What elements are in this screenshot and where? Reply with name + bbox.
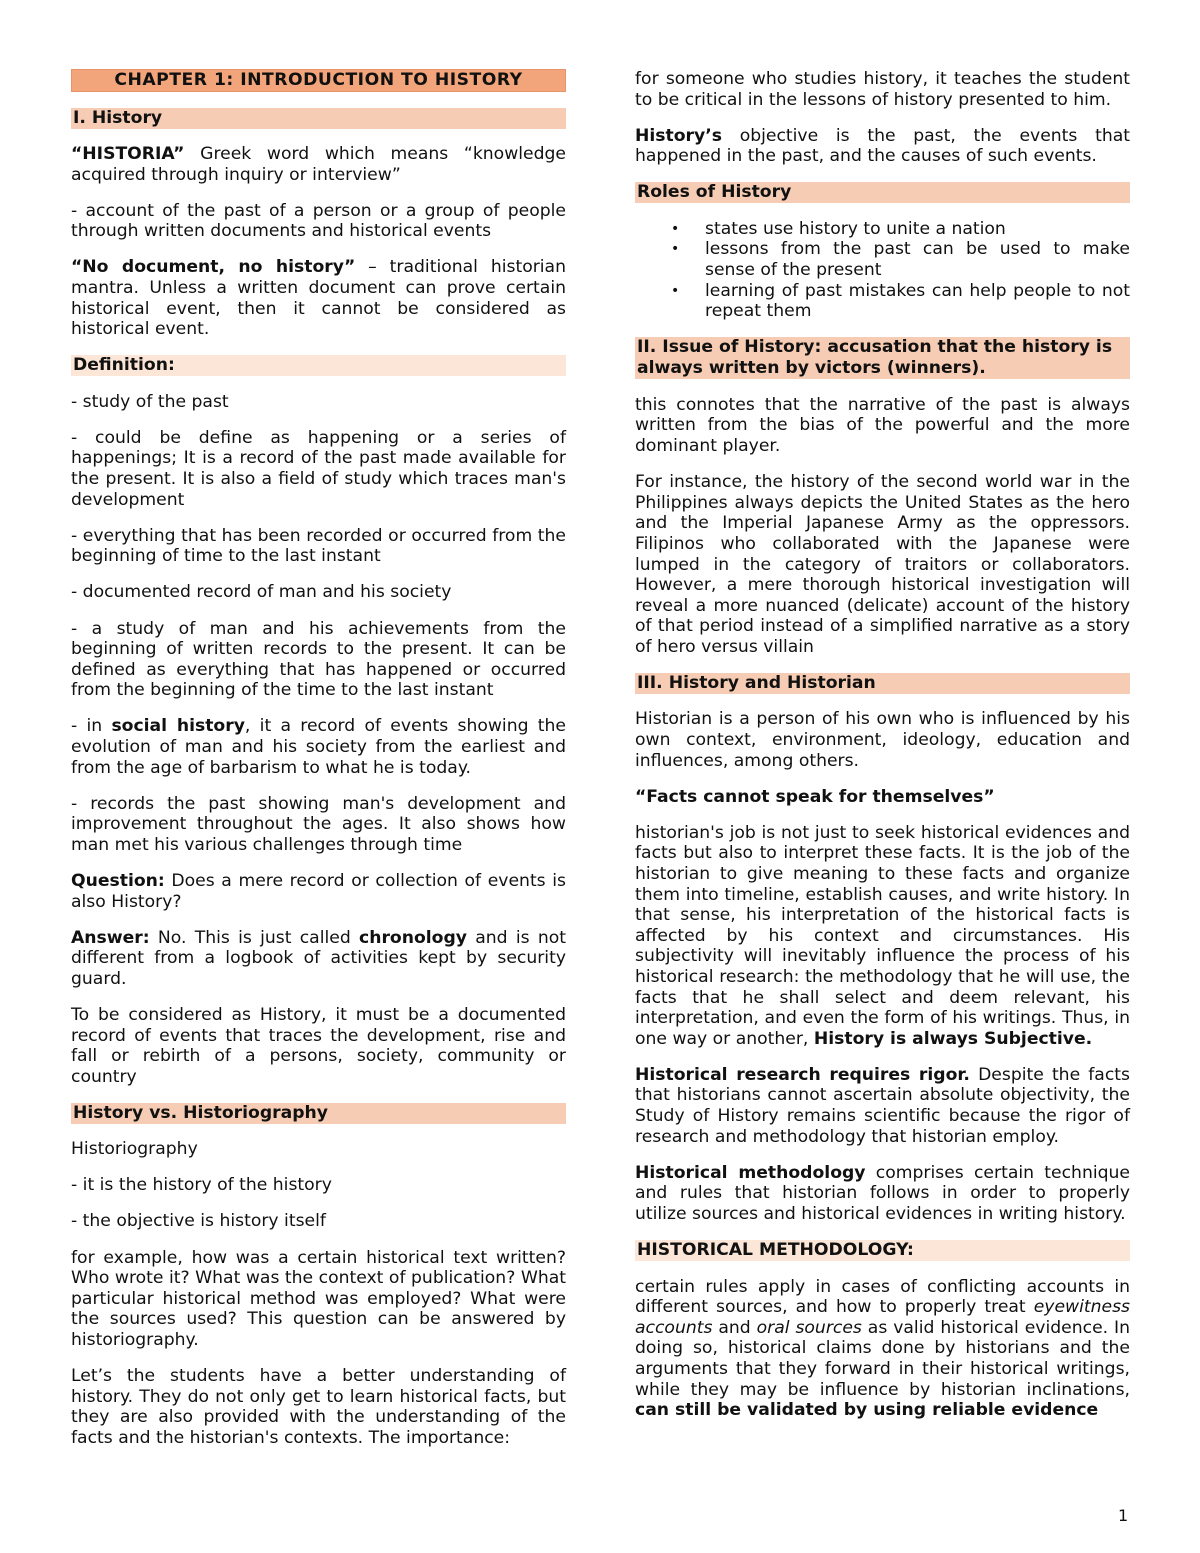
- example-paragraph: for example, how was a certain historical text written? Who wrote it? What was the context of publication? What particular historical method was employed? What were the sources used? This question can be answered by historiography.: [71, 1247, 566, 1350]
- oral-sources-term: oral sources: [756, 1317, 862, 1338]
- objective-text: objective is the past, the events that happened in the past, and the causes of such events.: [635, 125, 1130, 167]
- facts-quote: [635, 787, 1130, 808]
- section-heading-historical-methodology: HISTORICAL METHODOLOGY:: [635, 1240, 1130, 1261]
- question-text: Does a mere record or collection of events is also History?: [71, 870, 566, 912]
- historia-definition: Greek word which means “knowledge acquired through inquiry or interview”: [71, 144, 566, 185]
- question-label: Question:: [71, 870, 165, 891]
- subjective-statement: History is always Subjective.: [813, 1028, 1093, 1049]
- rigor-term: Historical research requires rigor.: [635, 1064, 970, 1085]
- definition-text: , it a record of events showing the evolution of man and his society from the earliest and from the age of barbarism to what he is today.: [71, 716, 566, 778]
- historiography-item: - the objective is history itself: [71, 1211, 326, 1232]
- methodology-term: Historical methodology: [635, 1162, 866, 1183]
- chronology-term: chronology: [359, 927, 467, 948]
- historiography-item: - it is the history of the history: [71, 1175, 332, 1196]
- definition-text: - in: [71, 716, 112, 737]
- considered-paragraph: To be considered as History, it must be a documented record of events that traces the development, rise and fall or rebirth of a persons, society, community or country: [71, 1004, 566, 1087]
- answer-text: No. This is just called: [149, 927, 360, 948]
- section-heading-roles: Roles of History: [635, 182, 1130, 203]
- rules-text: as valid historical evidence. In doing so, historical claims done by historians and the arguments that they forward in their historical writings, while they may be influence by historian inclinations,: [635, 1317, 1131, 1400]
- list-item: • lessons from the past can be used to make sense of the present: [705, 239, 1130, 280]
- validation-statement: can still be validated by using reliable evidence: [635, 1400, 1099, 1421]
- definition-item: - everything that has been recorded or occurred from the beginning of time to the last instant: [71, 525, 566, 567]
- methodology-text: comprises certain technique and rules that historian follows in order to properly utilize sources and historical evidences in writing history.: [635, 1162, 1130, 1224]
- page-number: 1: [1118, 1506, 1129, 1525]
- right-column: [635, 69, 1130, 1436]
- list-item: • states use history to unite a nation: [705, 219, 1130, 240]
- no-document-text: – traditional historian mantra. Unless a written document can prove certain historical event, then it cannot be considered as historical event.: [71, 257, 566, 340]
- list-item: • learning of past mistakes can help people to not repeat them: [705, 281, 1130, 322]
- left-column: [71, 69, 566, 1464]
- definition-item: - could be define as happening or a series of happenings; It is a record of the past made available for the present. It is also a field of study which traces man's development: [71, 427, 566, 510]
- historia-term: “HISTORIA”: [71, 144, 185, 164]
- section-heading-history: I. History: [71, 108, 566, 129]
- question-paragraph: [71, 871, 566, 912]
- definition-item: - documented record of man and his society: [71, 582, 452, 603]
- section-heading-definition: Definition:: [71, 355, 566, 376]
- rigor-text: Despite the facts that historians cannot ascertain absolute objectivity, the Study of History remains scientific because the rigor of research and methodology that historian employ.: [635, 1064, 1130, 1147]
- account-paragraph: - account of the past of a person or a group of people through written documents and historical events: [71, 200, 566, 242]
- historiography-label: Historiography: [71, 1139, 198, 1160]
- definition-item: - records the past showing man's development and improvement throughout the ages. It also shows how man met his various challenges through time: [71, 793, 566, 855]
- definition-item: - study of the past: [71, 391, 229, 412]
- historia-paragraph: [71, 144, 566, 185]
- rules-paragraph: [635, 1277, 1130, 1421]
- section-heading-issue: II. Issue of History: accusation that the history is always written by victors (winners).: [635, 337, 1130, 379]
- answer-label: Answer:: [71, 927, 150, 948]
- answer-paragraph: [71, 928, 566, 990]
- section-heading-history-vs-historiography: History vs. Historiography: [71, 1103, 566, 1124]
- connotes-paragraph: this connotes that the narrative of the past is always written from the bias of the powerful and the more dominant player.: [635, 394, 1130, 457]
- rigor-paragraph: [635, 1065, 1130, 1147]
- section-heading-history-and-historian: III. History and Historian: [635, 673, 1130, 694]
- eyewitness-term: eyewitness accounts: [635, 1297, 1130, 1338]
- definition-item: [71, 716, 566, 778]
- job-paragraph: [635, 823, 1130, 1050]
- social-history-term: social history: [111, 716, 245, 737]
- rules-text: and: [712, 1317, 757, 1338]
- chapter-title: CHAPTER 1: INTRODUCTION TO HISTORY: [71, 69, 566, 92]
- objective-paragraph: [635, 126, 1130, 167]
- answer-text: and is not different from a logbook of activities kept by security guard.: [71, 927, 566, 989]
- objective-term: History’s: [635, 125, 722, 146]
- historian-paragraph: Historian is a person of his own who is influenced by his own context, environment, ideology, education and influences, among others.: [635, 709, 1130, 771]
- no-document-paragraph: [71, 257, 566, 339]
- no-document-quote: “No document, no history”: [71, 257, 356, 278]
- definition-item: - a study of man and his achievements from the beginning of written records to the present. It can be defined as everything that has happened or occurred from the beginning of the time to the last instant: [71, 618, 566, 701]
- facts-quote-text: “Facts cannot speak for themselves”: [635, 786, 995, 807]
- rules-text: certain rules apply in cases of conflicting accounts in different sources, and how to properly treat: [635, 1276, 1130, 1318]
- methodology-paragraph: [635, 1163, 1130, 1225]
- job-text: historian's job is not just to seek historical evidences and facts but also to interpret these facts. It is the job of the historian to give meaning to these facts and organize them into timeline, establish causes, and write history. In that sense, his interpretation of the historical facts is affected by his context and circumstances. His subjectivity will inevitably influence the process of his historical research: the methodology that he will use, the facts that he shall select and deem relevant, his interpretation, and even the form of his writings. Thus, in one way or another,: [635, 822, 1130, 1049]
- continuation-paragraph: for someone who studies history, it teaches the student to be critical in the lessons of history presented to him.: [635, 69, 1130, 110]
- instance-paragraph: For instance, the history of the second world war in the Philippines always depicts the United States as the hero and the Imperial Japanese Army as the oppressors. Filipinos who collaborated with the Japanese were lumped in the category of traitors or collaborators. However, a mere thorough historical investigation will reveal a more nuanced (delicate) account of the history of that period instead of a simplified narrative as a story of hero versus villain: [635, 472, 1130, 657]
- lets-paragraph: Let’s the students have a better understanding of history. They do not only get to learn historical facts, but they are also provided with the understanding of the facts and the historian's contexts. The importance:: [71, 1366, 566, 1448]
- roles-list: [635, 219, 1130, 322]
